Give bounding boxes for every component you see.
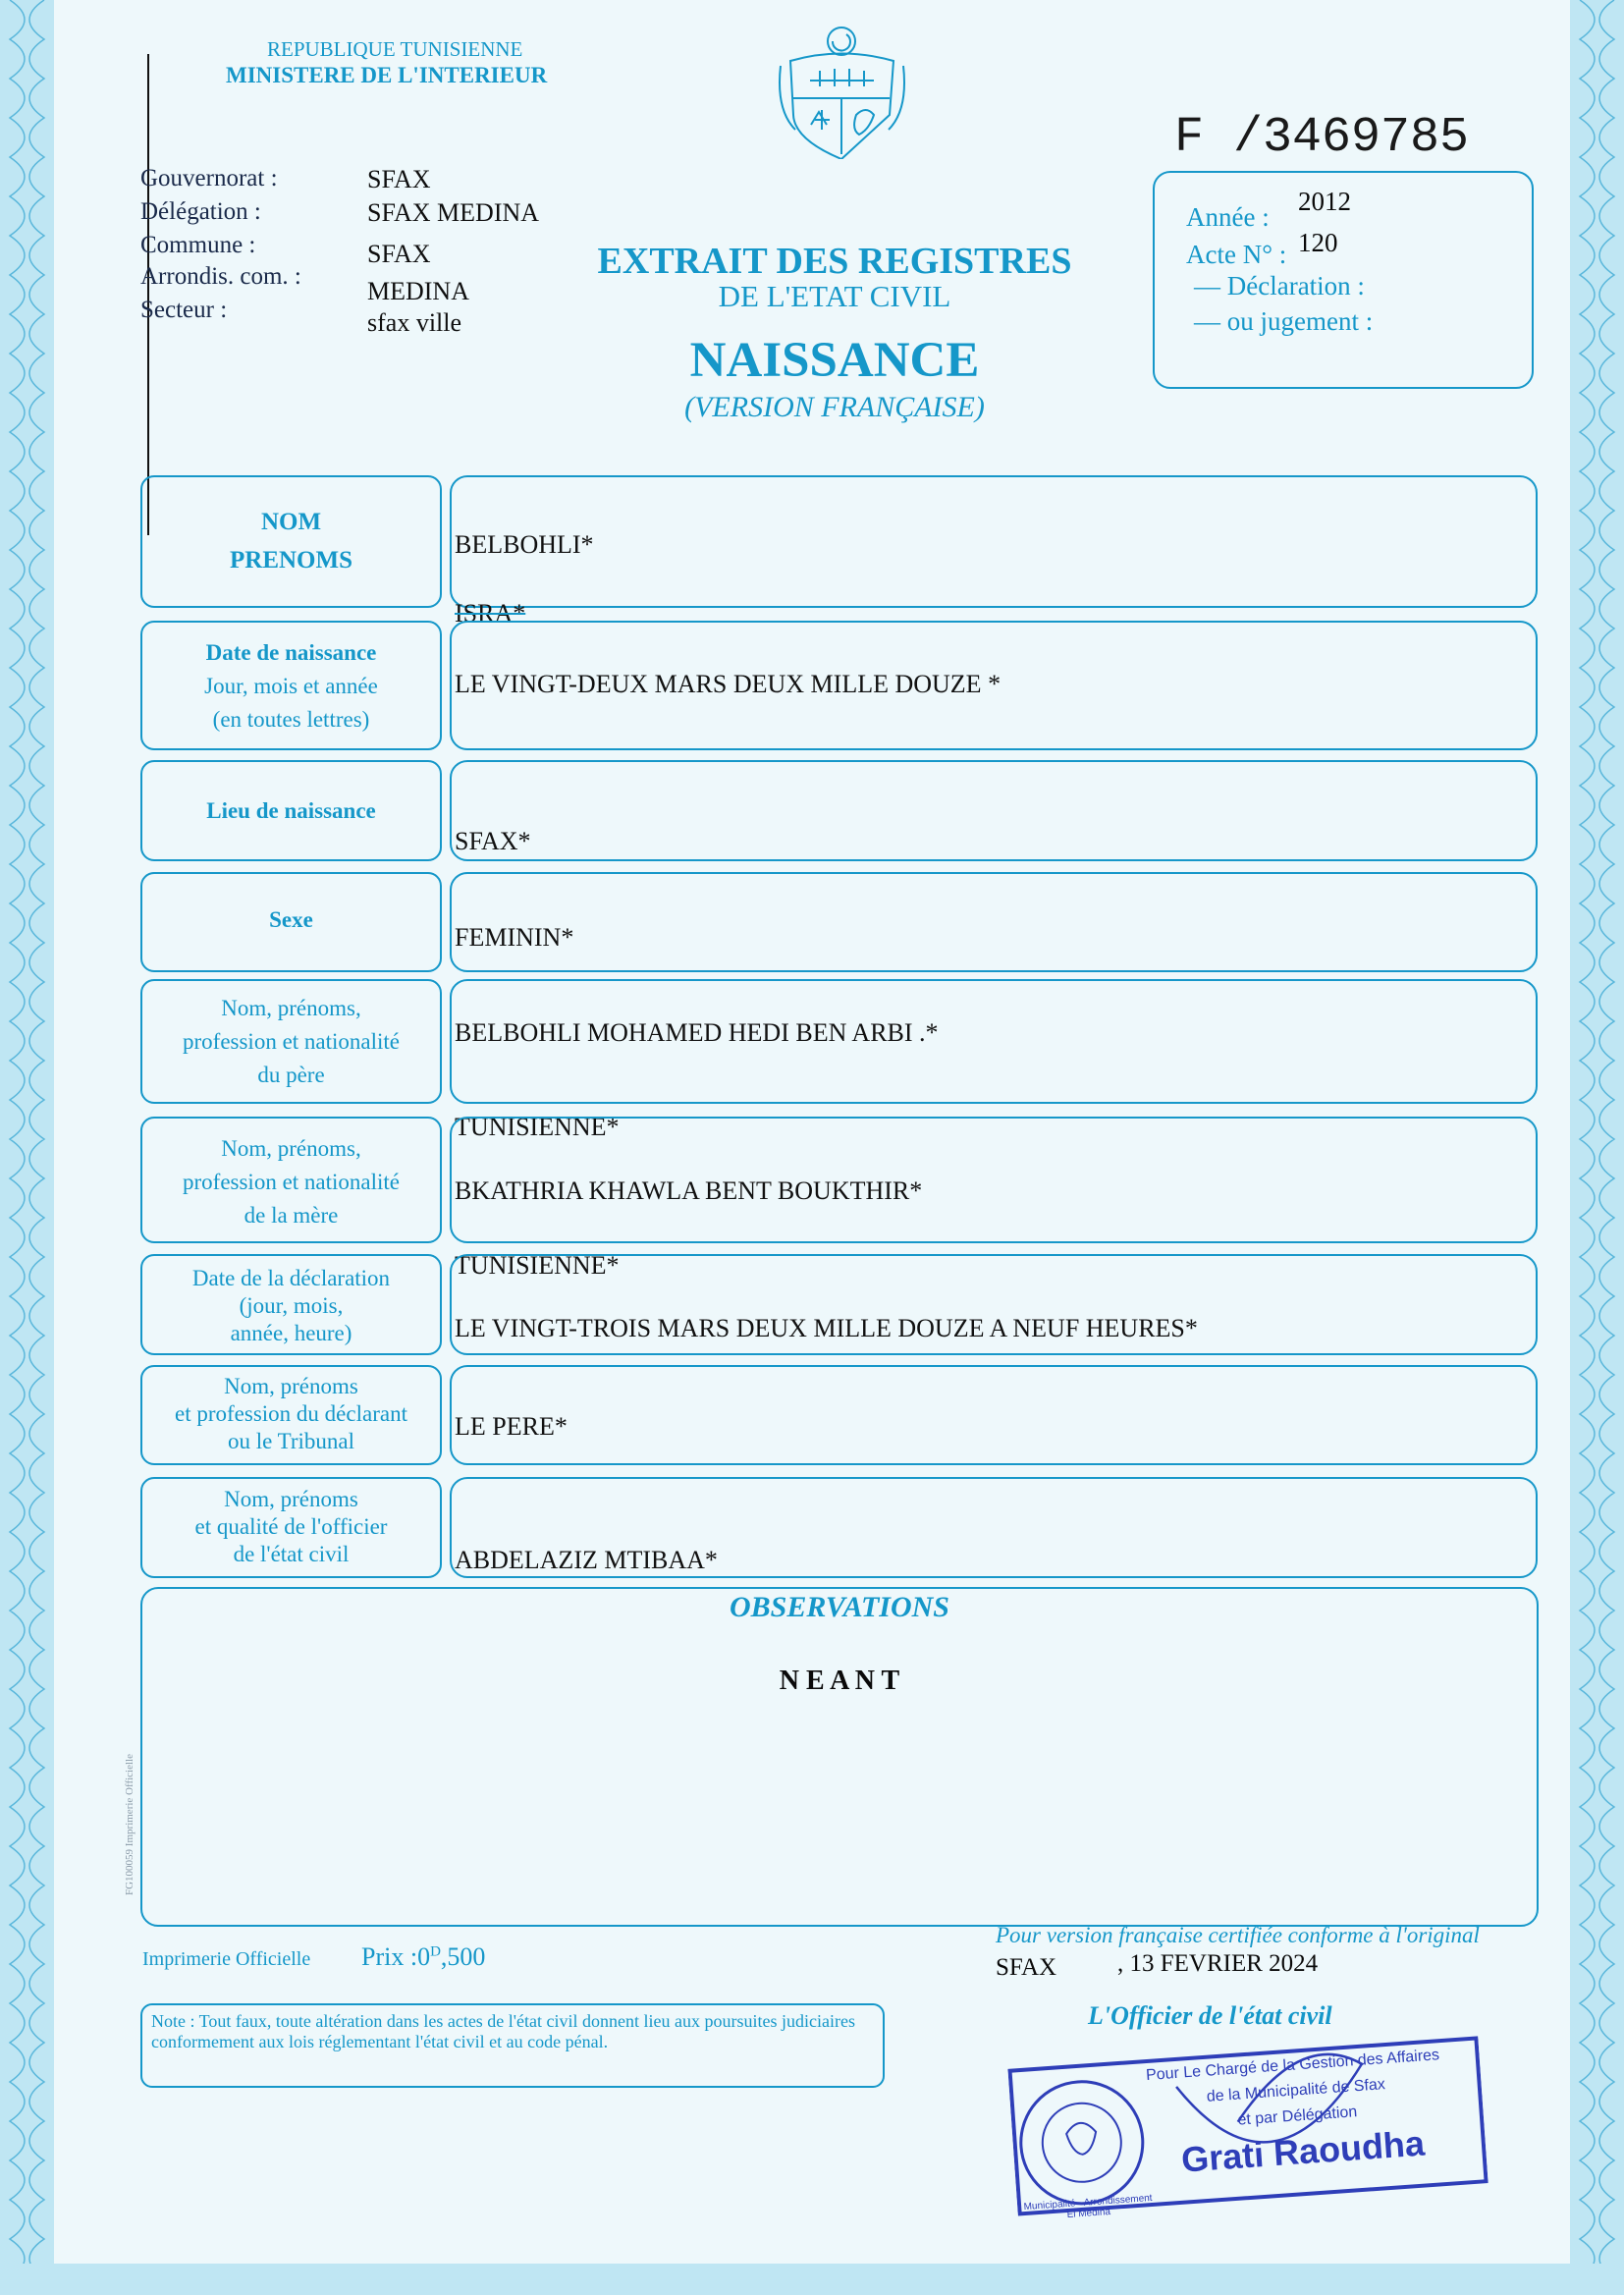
prenoms-value: ISRA* [455,599,526,628]
date-naissance-value: LE VINGT-DEUX MARS DEUX MILLE DOUZE * [455,670,1001,698]
mere-nationalite: TUNISIENNE* [455,1251,620,1280]
arrondissement-label: Arrondis. com. : [140,263,301,290]
serial-number [1174,110,1469,166]
pere-label-3: du père [257,1063,325,1087]
serial-value: F /3469785 [1174,110,1470,166]
annee-value: 2012 [1298,187,1351,216]
nom-label-box [140,475,442,608]
declarant-value-box [450,1365,1538,1465]
stamp-line-1: Pour Le Chargé de la Gestion des Affaires [1145,2047,1440,2085]
declaration-option: — Déclaration : [1194,271,1365,301]
officier-title: L'Officier de l'état civil [1088,2001,1332,2030]
secteur-label: Secteur : [140,297,228,323]
title-version: (VERSION FRANÇAISE) [684,391,985,423]
prenoms-label: PRENOMS [230,547,352,574]
declaration-label-3: année, heure) [230,1321,352,1345]
officier-label-3: de l'état civil [233,1542,350,1566]
declarant-value: LE PERE* [455,1412,568,1441]
commune-value: SFAX [367,240,431,268]
commune-label: Commune : [140,232,256,258]
gouvernorat-label: Gouvernorat : [140,165,278,191]
officier-label-1: Nom, prénoms [224,1487,358,1511]
coat-of-arms-emblem [776,22,908,159]
declaration-label-1: Date de la déclaration [191,1266,391,1290]
guilloche-border-left [0,0,54,2295]
side-printer-code: FG100059 Imprimerie Officielle [124,1754,135,1895]
declarant-label-1: Nom, prénoms [224,1374,358,1398]
gouvernorat-value: SFAX [367,165,431,193]
mere-value: BKATHRIA KHAWLA BENT BOUKTHIR* [455,1176,923,1205]
officier-label-2: et qualité de l'officier [194,1514,388,1539]
declaration-value: LE VINGT-TROIS MARS DEUX MILLE DOUZE A NEUF HEURES* [455,1314,1198,1342]
acte-label: Acte N° : [1186,240,1287,269]
title-extrait: EXTRAIT DES REGISTRES [597,241,1072,282]
date-naissance-hint: (en toutes lettres) [212,707,370,732]
pere-label-2: profession et nationalité [183,1029,400,1054]
nom-label: NOM [260,509,322,535]
mere-label-2: profession et nationalité [183,1170,400,1194]
guilloche-border-bottom [0,2264,1624,2295]
certif-place: SFAX [996,1954,1057,1981]
declarant-label-3: ou le Tribunal [227,1429,355,1453]
nom-value-box [450,475,1538,608]
pere-value: BELBOHLI MOHAMED HEDI BEN ARBI .* [455,1018,939,1047]
certifie-text: Pour version française certifiée conforme à l'original [996,1923,1480,1947]
secteur-value: sfax ville [367,308,462,337]
arrondissement-value: MEDINA [367,277,469,305]
ministry-label: MINISTERE DE L'INTERIEUR [226,63,548,87]
title-naissance: NAISSANCE [689,333,980,388]
margin-line [147,54,149,535]
lieu-label: Lieu de naissance [206,798,376,823]
sexe-value: FEMININ* [455,923,574,952]
sexe-value-box [450,872,1538,972]
delegation-label: Délégation : [140,198,261,225]
prix-text: Prix :0 [361,1942,431,1971]
declarant-label-2: et profession du déclarant [175,1401,407,1426]
republic-label: REPUBLIQUE TUNISIENNE [267,37,523,61]
sexe-label: Sexe [269,907,313,932]
nom-value: BELBOHLI* [455,530,594,559]
official-stamp [1005,1997,1489,2226]
lieu-value: SFAX* [455,827,531,855]
mere-label-3: de la mère [244,1203,339,1228]
observations-text: N E A N T [779,1666,900,1696]
officier-value: ABDELAZIZ MTIBAA* [455,1546,718,1574]
stamp-name: Grati Raoudha [1179,2122,1427,2180]
lieu-value-box [450,760,1538,861]
pere-label-1: Nom, prénoms, [221,996,361,1020]
jugement-option: — ou jugement : [1194,306,1374,336]
prix-label [361,1942,485,1972]
certif-date: , 13 FEVRIER 2024 [1117,1950,1319,1977]
date-naissance-sublabel: Jour, mois et année [204,674,378,698]
annee-label: Année : [1186,202,1270,232]
date-naissance-label: Date de naissance [205,640,377,665]
note-text: Note : Tout faux, toute altération dans les actes de l'état civil donnent lieu aux poursuites judiciaires conformement aux lois réglementant l'état civil et au code pénal. [151,2011,855,2051]
stamp-line-2: de la Municipalité de Sfax [1206,2076,1386,2105]
prix-end: ,500 [440,1942,486,1971]
prix-sup: D [430,1943,441,1960]
pere-nationalite: TUNISIENNE* [455,1113,620,1141]
title-etat-civil: DE L'ETAT CIVIL [718,279,951,313]
imprimerie-label: Imprimerie Officielle [142,1948,311,1970]
mere-label-1: Nom, prénoms, [221,1136,361,1161]
guilloche-border-right [1570,0,1624,2295]
declaration-label-2: (jour, mois, [239,1293,344,1318]
observations-title: OBSERVATIONS [730,1591,949,1623]
stamp-ring-text: Municipalité · Arrondissement El Medina [1023,2192,1153,2221]
observations-box [140,1587,1539,1927]
stamp-line-3: et par Délégation [1237,2104,1358,2129]
acte-number: 120 [1298,228,1338,257]
delegation-value: SFAX MEDINA [367,198,540,227]
